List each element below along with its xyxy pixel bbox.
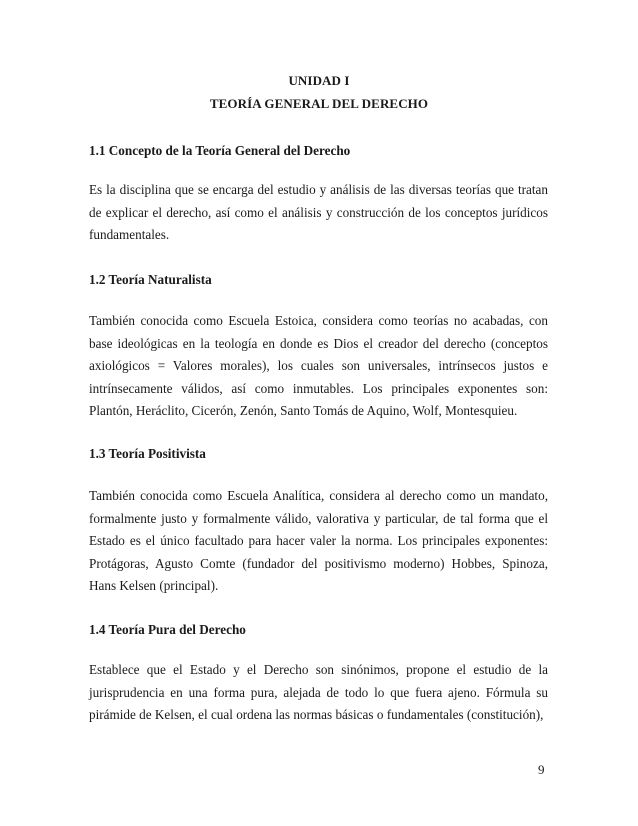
section-heading-1-3: 1.3 Teoría Positivista <box>89 446 206 461</box>
section-body-1-1: Es la disciplina que se encarga del estudio y análisis de las diversas teorías que tratan de explicar el derecho, así como el análisis y construcción de los conceptos jurídicos fundamentales. <box>89 182 548 242</box>
section-heading-1-2: 1.2 Teoría Naturalista <box>89 272 212 287</box>
main-title: TEORÍA GENERAL DEL DERECHO <box>209 96 429 111</box>
section-heading-1-1: 1.1 Concepto de la Teoría General del Derecho <box>89 143 351 158</box>
unit-title: UNIDAD I <box>288 73 350 88</box>
section-heading-1-4: 1.4 Teoría Pura del Derecho <box>89 622 246 637</box>
section-body-1-4: Establece que el Estado y el Derecho son sinónimos, propone el estudio de la jurisprudencia en una forma pura, alejada de todo lo que fuera ajeno. Fórmula su pirámide de Kelsen, el cual ordena las normas básicas o fundamentales (constitución), <box>89 662 548 722</box>
section-body-1-3: También conocida como Escuela Analítica, considera al derecho como un mandato, formalmente justo y formalmente válido, valorativa y particular, de tal forma que el Estado es el único facultado para hacer valer la norma. Los principales exponentes: Protágoras, Agusto Comte (fundador del positivismo moderno) Hobbes, Spinoza, Hans Kelsen (principal). <box>89 488 548 593</box>
section-body-1-2: También conocida como Escuela Estoica, considera como teorías no acabadas, con base ideológicas en la teología en donde es Dios el creador del derecho (conceptos axiológicos = Valores morales), los cuales son universales, intrínsecos justos e intrínsecamente válidos, así como inmutables. Los principales exponentes son: Plantón, Heráclito, Cicerón, Zenón, Santo Tomás de Aquino, Wolf, Montesquieu. <box>89 313 548 418</box>
page-number: 9 <box>538 762 545 777</box>
